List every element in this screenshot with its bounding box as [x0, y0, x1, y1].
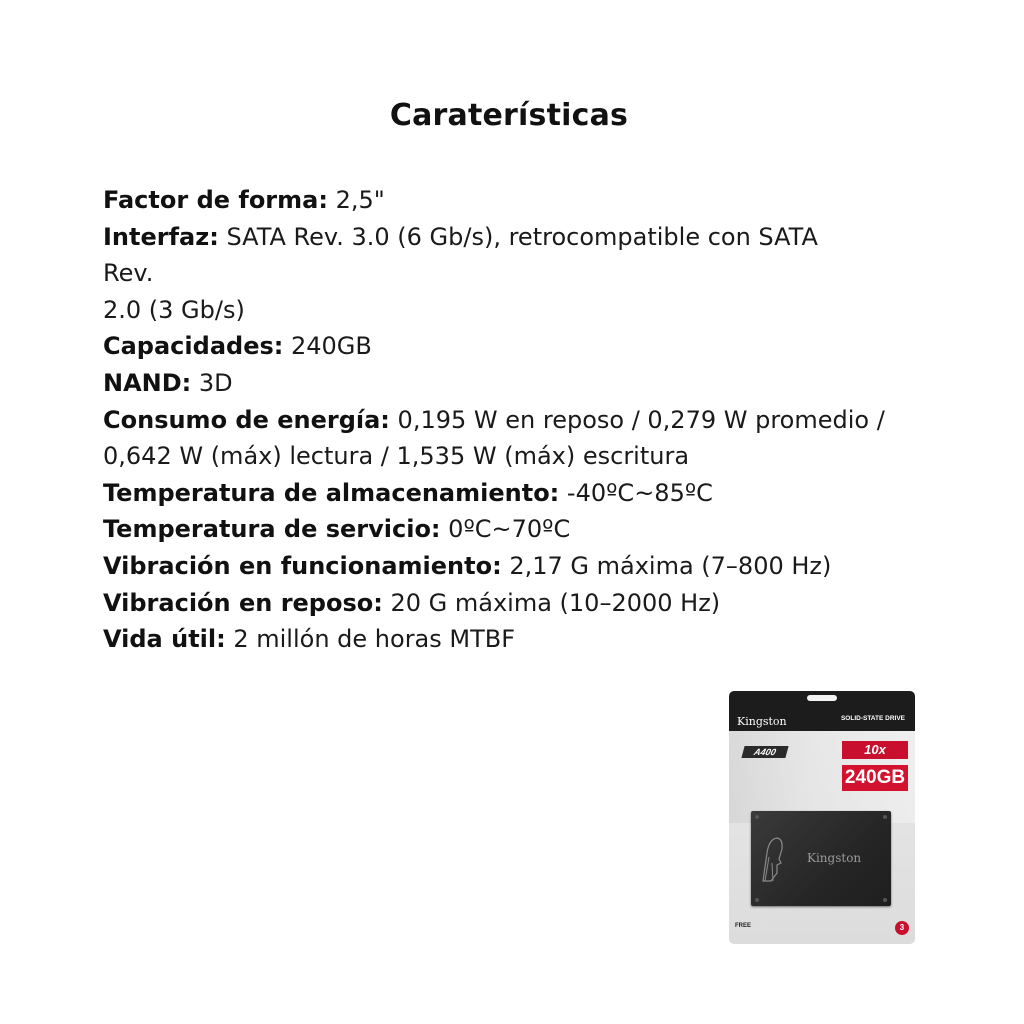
spec-label: Consumo de energía:: [103, 405, 390, 434]
spec-capacities: [103, 328, 933, 365]
product-package-image: [729, 691, 915, 944]
spec-label: Vibración en funcionamiento:: [103, 551, 502, 580]
spec-value: 240GB: [291, 332, 372, 361]
screw-icon: [883, 898, 887, 902]
spec-value: 3D: [198, 368, 233, 397]
spec-power: [103, 402, 933, 439]
spec-value: 0ºC~70ºC: [448, 515, 571, 544]
spec-label: Temperatura de almacenamiento:: [103, 478, 560, 507]
spec-value: 2,5": [335, 186, 385, 214]
screw-icon: [755, 898, 759, 902]
spec-value: -40ºC~85ºC: [566, 478, 713, 507]
page-title: Caraterísticas: [389, 98, 629, 133]
spec-operating-temp: [103, 511, 933, 548]
spec-interface-cont-1: [103, 255, 933, 292]
spec-label: Factor de forma:: [103, 186, 328, 214]
package-brand-logo: Kingston: [737, 715, 787, 728]
spec-label: Capacidades:: [103, 332, 284, 361]
spec-interface: [103, 219, 933, 256]
kingston-head-icon: [759, 833, 785, 883]
ssd-drive-image: [751, 811, 891, 906]
screw-icon: [755, 815, 759, 819]
spec-interface-cont-2: [103, 292, 933, 329]
spec-label: Interfaz:: [103, 222, 219, 251]
spec-value: 20 G máxima (10–2000 Hz): [390, 588, 721, 617]
spec-value: 0,642 W (máx) lectura / 1,535 W (máx) escritura: [103, 442, 690, 471]
screw-icon: [883, 815, 887, 819]
package-hang-hole: [807, 695, 837, 701]
spec-power-cont: [103, 438, 933, 475]
spec-value: 0,195 W en reposo / 0,279 W promedio /: [397, 405, 885, 434]
package-model-badge: A400: [741, 746, 788, 758]
spec-operating-vibration: [103, 548, 933, 585]
package-type-label: SOLID-STATE DRIVE: [840, 715, 905, 722]
spec-label: NAND:: [103, 368, 192, 397]
spec-value: SATA Rev. 3.0 (6 Gb/s), retrocompatible con SATA: [226, 222, 818, 251]
spec-label: Vibración en reposo:: [103, 588, 383, 617]
spec-label: Temperatura de servicio:: [103, 515, 441, 544]
package-speed-badge: 10x: [842, 741, 908, 759]
spec-lifetime: [103, 621, 933, 658]
spec-nand: [103, 365, 933, 402]
spec-list: [103, 182, 933, 658]
package-footer-text: FREE: [735, 923, 752, 929]
warranty-badge: 3: [895, 921, 909, 935]
spec-value: 2 millón de horas MTBF: [233, 625, 516, 654]
spec-value: 2,17 G máxima (7–800 Hz): [509, 551, 832, 580]
spec-storage-temp: [103, 475, 933, 512]
spec-idle-vibration: [103, 585, 933, 622]
package-capacity-badge: 240GB: [842, 765, 908, 791]
spec-value: 2.0 (3 Gb/s): [103, 295, 245, 324]
spec-form-factor: [103, 182, 933, 219]
spec-label: Vida útil:: [103, 625, 226, 654]
drive-brand-logo: Kingston: [807, 851, 862, 865]
spec-value: Rev.: [103, 259, 154, 288]
